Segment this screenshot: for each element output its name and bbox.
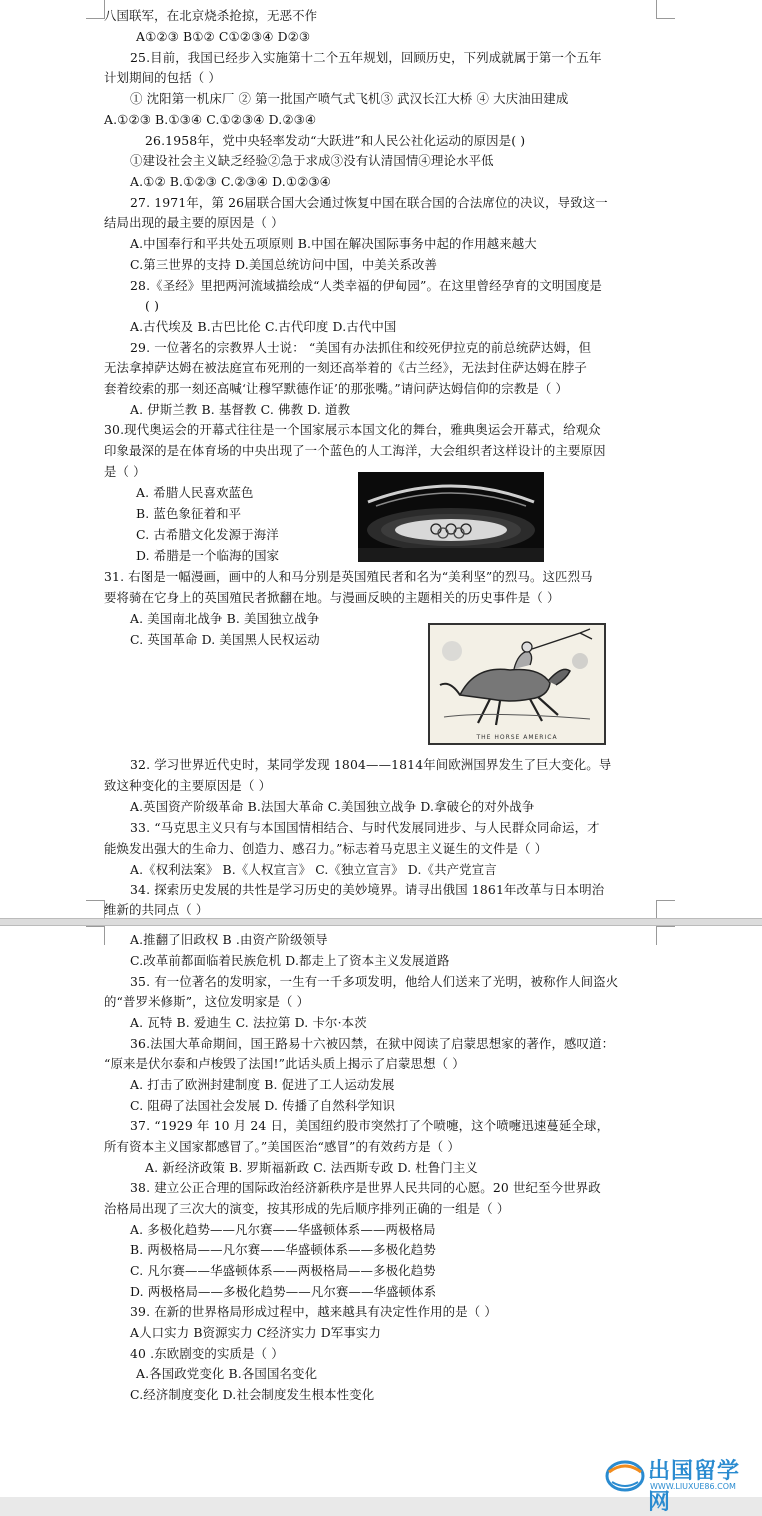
olympic-stadium-photo xyxy=(358,472,544,562)
text-line: 结局出现的最主要的原因是（ ） xyxy=(104,215,284,230)
question-30: 30.现代奥运会的开幕式往往是一个国家展示本国文化的舞台，雅典奥运会开幕式，给观众 xyxy=(104,422,601,437)
question-26: 26.1958年，党中央轻率发动“大跃进”和人民公社化运动的原因是( ) xyxy=(145,133,526,148)
option-a: A. 多极化趋势——凡尔赛——华盛顿体系——两极格局 xyxy=(130,1222,436,1237)
option-c: C. 古希腊文化发源于海洋 xyxy=(136,527,279,542)
question-33: 33. “马克思主义只有与本国国情相结合、与时代发展同进步、与人民群众同命运，才 xyxy=(130,820,600,835)
option-a: A. 希腊人民喜欢蓝色 xyxy=(136,485,254,500)
question-40: 40 .东欧剧变的实质是（ ） xyxy=(130,1346,284,1361)
answer-options: C. 阻碍了法国社会发展 D. 传播了自然科学知识 xyxy=(130,1098,396,1113)
answer-options: C. 英国革命 D. 美国黑人民权运动 xyxy=(130,632,320,647)
watermark-url: WWW.LIUXUE86.COM xyxy=(650,1482,736,1491)
answer-options: A.英国资产阶级革命 B.法国大革命 C.美国独立战争 D.拿破仑的对外战争 xyxy=(130,799,535,814)
text-line: ①建设社会主义缺乏经验②急于求成③没有认清国情④理论水平低 xyxy=(130,153,494,168)
answer-options: C.改革前都面临着民族危机 D.都走上了资本主义发展道路 xyxy=(130,953,450,968)
question-27: 27. 1971年，第 26届联合国大会通过恢复中国在联合国的合法席位的决议，导致这一 xyxy=(130,195,608,210)
text-line: ① 沈阳第一机床厂 ② 第一批国产喷气式飞机③ 武汉长江大桥 ④ 大庆油田建成 xyxy=(130,91,569,106)
crop-mark xyxy=(86,900,105,919)
answer-options: A.古代埃及 B.古巴比伦 C.古代印度 D.古代中国 xyxy=(130,319,397,334)
crop-mark xyxy=(656,900,675,919)
watermark-logo xyxy=(604,1452,762,1515)
watermark-name: 出国留学网 xyxy=(648,1459,741,1515)
answer-options: A.中国奉行和平共处五项原则 B.中国在解决国际事务中起的作用越来越大 xyxy=(130,236,537,251)
text-line: 所有资本主义国家都感冒了。”美国医治“感冒”的有效药方是（ ） xyxy=(104,1139,460,1154)
question-34: 34. 探索历史发展的共性是学习历史的美妙境界。请寻出俄国 1861年改革与日本明治 xyxy=(130,882,605,897)
crop-mark xyxy=(86,0,105,19)
answer-options: C.经济制度变化 D.社会制度发生根本性变化 xyxy=(130,1387,375,1402)
text-line: 计划期间的包括（ ） xyxy=(104,70,221,85)
answer-options: A.①② B.①②③ C.②③④ D.①②③④ xyxy=(130,174,331,189)
answer-options: A人口实力 B资源实力 C经济实力 D军事实力 xyxy=(130,1325,381,1340)
text-line: 致这种变化的主要原因是（ ） xyxy=(104,778,272,793)
question-37: 37. “1929 年 10 月 24 日，美国纽约股市突然打了个喷嚏，这个喷嚏迅速蔓延全球， xyxy=(130,1118,610,1133)
crop-mark xyxy=(656,926,675,945)
text-line: 印象最深的是在体育场的中央出现了一个蓝色的人工海洋，大会组织者这样设计的主要原因 xyxy=(104,443,606,458)
question-32: 32. 学习世界近代史时，某同学发现 1804——1814年间欧洲国界发生了巨大变化。导 xyxy=(130,757,612,772)
answer-options: C.第三世界的支持 D.美国总统访问中国，中美关系改善 xyxy=(130,257,437,272)
text-line: 无法拿掉萨达姆在被法庭宣布死刑的一刻还高举着的《古兰经》，无法封住萨达姆在脖子 xyxy=(104,360,587,375)
question-38: 38. 建立公正合理的国际政治经济新秩序是世界人民共同的心愿。20 世纪至今世界政 xyxy=(130,1180,601,1195)
text-line: 是（ ） xyxy=(104,464,146,479)
text-line: 治格局出现了三次大的演变，按其形成的先后顺序排列正确的一组是（ ） xyxy=(104,1201,510,1216)
answer-options: A. 伊斯兰教 B. 基督教 C. 佛教 D. 道教 xyxy=(130,402,351,417)
question-39: 39. 在新的世界格局形成过程中，越来越具有决定性作用的是（ ） xyxy=(130,1304,497,1319)
question-36: 36.法国大革命期间，国王路易十六被囚禁，在狱中阅读了启蒙思想家的著作，感叹道： xyxy=(130,1036,615,1051)
text-line: 要将骑在它身上的英国殖民者掀翻在地。与漫画反映的主题相关的历史事件是（ ） xyxy=(104,590,560,605)
answer-options: A. 瓦特 B. 爱迪生 C. 法拉第 D. 卡尔·本茨 xyxy=(130,1015,367,1030)
page-two xyxy=(0,926,762,1497)
answer-options: A.①②③ B.①③④ C.①②③④ D.②③④ xyxy=(104,112,317,127)
option-d: D. 两极格局——多极化趋势——凡尔赛——华盛顿体系 xyxy=(130,1284,437,1299)
text-line: “原来是伏尔泰和卢梭毁了法国!”此话头质上揭示了启蒙思想（ ） xyxy=(104,1056,465,1071)
cartoon-caption: THE HORSE AMERICA xyxy=(476,734,558,741)
option-b: B. 蓝色象征着和平 xyxy=(136,506,242,521)
answer-options: A. 打击了欧洲封建制度 B. 促进了工人运动发展 xyxy=(130,1077,395,1092)
text-line: ( ) xyxy=(145,298,160,313)
answer-options: A.各国政党变化 B.各国国名变化 xyxy=(136,1366,318,1381)
option-c: C. 凡尔赛——华盛顿体系——两极格局——多极化趋势 xyxy=(130,1263,436,1278)
question-28: 28.《圣经》里把两河流域描绘成“人类幸福的伊甸园”。在这里曾经孕育的文明国度是 xyxy=(130,278,603,293)
answer-options: A.《权利法案》 B.《人权宣言》 C.《独立宣言》 D.《共产党宣言 xyxy=(130,862,497,877)
text-line: 的“普罗米修斯”，这位发明家是（ ） xyxy=(104,994,310,1009)
answer-options: A①②③ B①② C①②③④ D②③ xyxy=(136,29,311,44)
option-d: D. 希腊是一个临海的国家 xyxy=(136,548,280,563)
text-line: 套着绞索的那一刻还高喊‘让穆罕默德作证’的那张嘴。”请问萨达姆信仰的宗教是（ ） xyxy=(104,381,569,396)
cartoon-illustration xyxy=(430,625,604,729)
question-29: 29. 一位著名的宗教界人士说： “美国有办法抓住和绞死伊拉克的前总统萨达姆，但 xyxy=(130,340,592,355)
question-31: 31. 右图是一幅漫画，画中的人和马分别是英国殖民者和名为“美利坚”的烈马。这匹烈马 xyxy=(104,569,593,584)
globe-icon xyxy=(604,1454,646,1494)
text-line: 能焕发出强大的生命力、创造力、感召力。”标志着马克思主义诞生的文件是（ ） xyxy=(104,841,548,856)
question-35: 35. 有一位著名的发明家，一生有一千多项发明，他给人们送来了光明，被称作人间盗火 xyxy=(130,974,619,989)
crop-mark xyxy=(656,0,675,19)
answer-options: A.推翻了旧政权 B .由资产阶级领导 xyxy=(130,932,328,947)
stadium-illustration xyxy=(358,472,544,562)
option-b: B. 两极格局——凡尔赛——华盛顿体系——多极化趋势 xyxy=(130,1242,436,1257)
crop-mark xyxy=(86,926,105,945)
question-25: 25.目前，我国已经步入实施第十二个五年规划，回顾历史，下列成就属于第一个五年 xyxy=(130,50,602,65)
horse-america-cartoon xyxy=(428,623,606,745)
answer-options: A. 新经济政策 B. 罗斯福新政 C. 法西斯专政 D. 杜鲁门主义 xyxy=(145,1160,478,1175)
page-break xyxy=(0,918,762,926)
answer-options: A. 美国南北战争 B. 美国独立战争 xyxy=(130,611,320,626)
text-line: 八国联军，在北京烧杀抢掠，无恶不作 xyxy=(104,8,318,23)
text-line: 维新的共同点（ ） xyxy=(104,902,209,917)
